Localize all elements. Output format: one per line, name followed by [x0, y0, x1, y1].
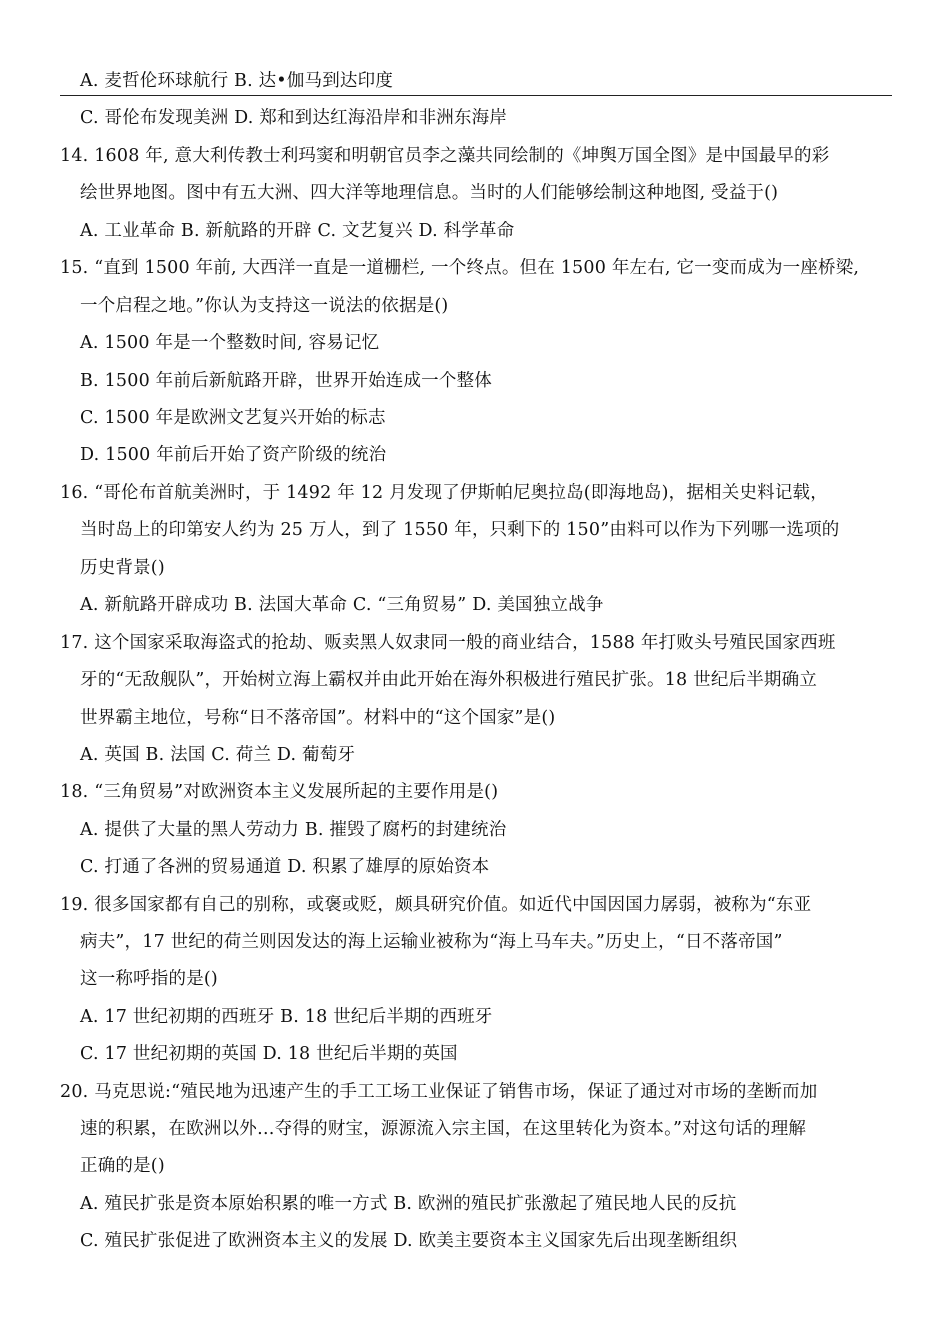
question-17-stem-cont: 牙的“无敌舰队”，开始树立海上霸权并由此开始在海外积极进行殖民扩张。18 世纪后半期确立 — [80, 670, 818, 690]
question-15-option-b: B. 1500 年前后新航路开辟，世界开始连成一个整体 — [80, 371, 492, 391]
question-19-options-cd: C. 17 世纪初期的英国 D. 18 世纪后半期的英国 — [80, 1044, 458, 1064]
option-line: C. 哥伦布发现美洲 D. 郑和到达红海沿岸和非洲东海岸 — [80, 108, 508, 128]
question-15-option-c: C. 1500 年是欧洲文艺复兴开始的标志 — [80, 408, 386, 428]
option-line: A. 麦哲伦环球航行 B. 达•伽马到达印度 — [80, 71, 394, 91]
question-20-options-ab: A. 殖民扩张是资本原始积累的唯一方式 B. 欧洲的殖民扩张激起了殖民地人民的反抗 — [80, 1194, 737, 1214]
question-19-stem-cont: 这一称呼指的是() — [80, 969, 218, 989]
question-20-options-cd: C. 殖民扩张促进了欧洲资本主义的发展 D. 欧美主要资本主义国家先后出现垄断组织 — [80, 1231, 738, 1251]
question-18-options-ab: A. 提供了大量的黑人劳动力 B. 摧毁了腐朽的封建统治 — [80, 820, 507, 840]
question-20-stem-cont: 速的积累，在欧洲以外…夺得的财宝，源源流入宗主国，在这里转化为资本。”对这句话的理解 — [80, 1119, 807, 1139]
question-20-stem: 20. 马克思说:“殖民地为迅速产生的手工工场工业保证了销售市场，保证了通过对市场的垄断而加 — [60, 1082, 818, 1102]
question-19-stem-cont: 病夫”，17 世纪的荷兰则因发达的海上运输业被称为“海上马车夫。”历史上，“日不落帝国” — [80, 932, 783, 952]
question-14-stem-cont: 绘世界地图。图中有五大洲、四大洋等地理信息。当时的人们能够绘制这种地图, 受益于() — [80, 183, 779, 203]
question-16-stem-cont: 当时岛上的印第安人约为 25 万人，到了 1550 年，只剩下的 150”由料可以作为下列哪一选项的 — [80, 520, 840, 540]
question-15-stem-cont: 一个启程之地。”你认为支持这一说法的依据是() — [80, 296, 449, 316]
question-19-options-ab: A. 17 世纪初期的西班牙 B. 18 世纪后半期的西班牙 — [80, 1007, 493, 1027]
question-18-options-cd: C. 打通了各洲的贸易通道 D. 积累了雄厚的原始资本 — [80, 857, 490, 877]
question-16-options: A. 新航路开辟成功 B. 法国大革命 C. “三角贸易” D. 美国独立战争 — [80, 595, 604, 615]
question-17-stem: 17. 这个国家采取海盗式的抢劫、贩卖黑人奴隶同一般的商业结合，1588 年打败头号殖民国家西班 — [60, 633, 836, 653]
question-17-options: A. 英国 B. 法国 C. 荷兰 D. 葡萄牙 — [80, 745, 356, 765]
header-divider — [60, 95, 892, 96]
question-17-stem-cont: 世界霸主地位，号称“日不落帝国”。材料中的“这个国家”是() — [80, 708, 556, 728]
question-18-stem: 18. “三角贸易”对欧洲资本主义发展所起的主要作用是() — [60, 782, 499, 802]
question-16-stem-cont: 历史背景() — [80, 558, 165, 578]
question-16-stem: 16. “哥伦布首航美洲时，于 1492 年 12 月发现了伊斯帕尼奥拉岛(即海地岛)，据相关史料记载， — [60, 483, 828, 503]
question-14-options: A. 工业革命 B. 新航路的开辟 C. 文艺复兴 D. 科学革命 — [80, 221, 515, 241]
question-15-option-a: A. 1500 年是一个整数时间, 容易记忆 — [80, 333, 380, 353]
question-15-stem: 15. “直到 1500 年前, 大西洋一直是一道栅栏, 一个终点。但在 1500 年左右, 它一变而成为一座桥梁, — [60, 258, 860, 278]
question-15-option-d: D. 1500 年前后开始了资产阶级的统治 — [80, 445, 387, 465]
question-19-stem: 19. 很多国家都有自己的别称，或褒或贬，颇具研究价值。如近代中国因国力孱弱，被称为“东亚 — [60, 895, 812, 915]
question-20-stem-cont: 正确的是() — [80, 1156, 165, 1176]
question-14-stem: 14. 1608 年, 意大利传教士利玛窦和明朝官员李之藻共同绘制的《坤舆万国全图》是中国最早的彩 — [60, 146, 830, 166]
